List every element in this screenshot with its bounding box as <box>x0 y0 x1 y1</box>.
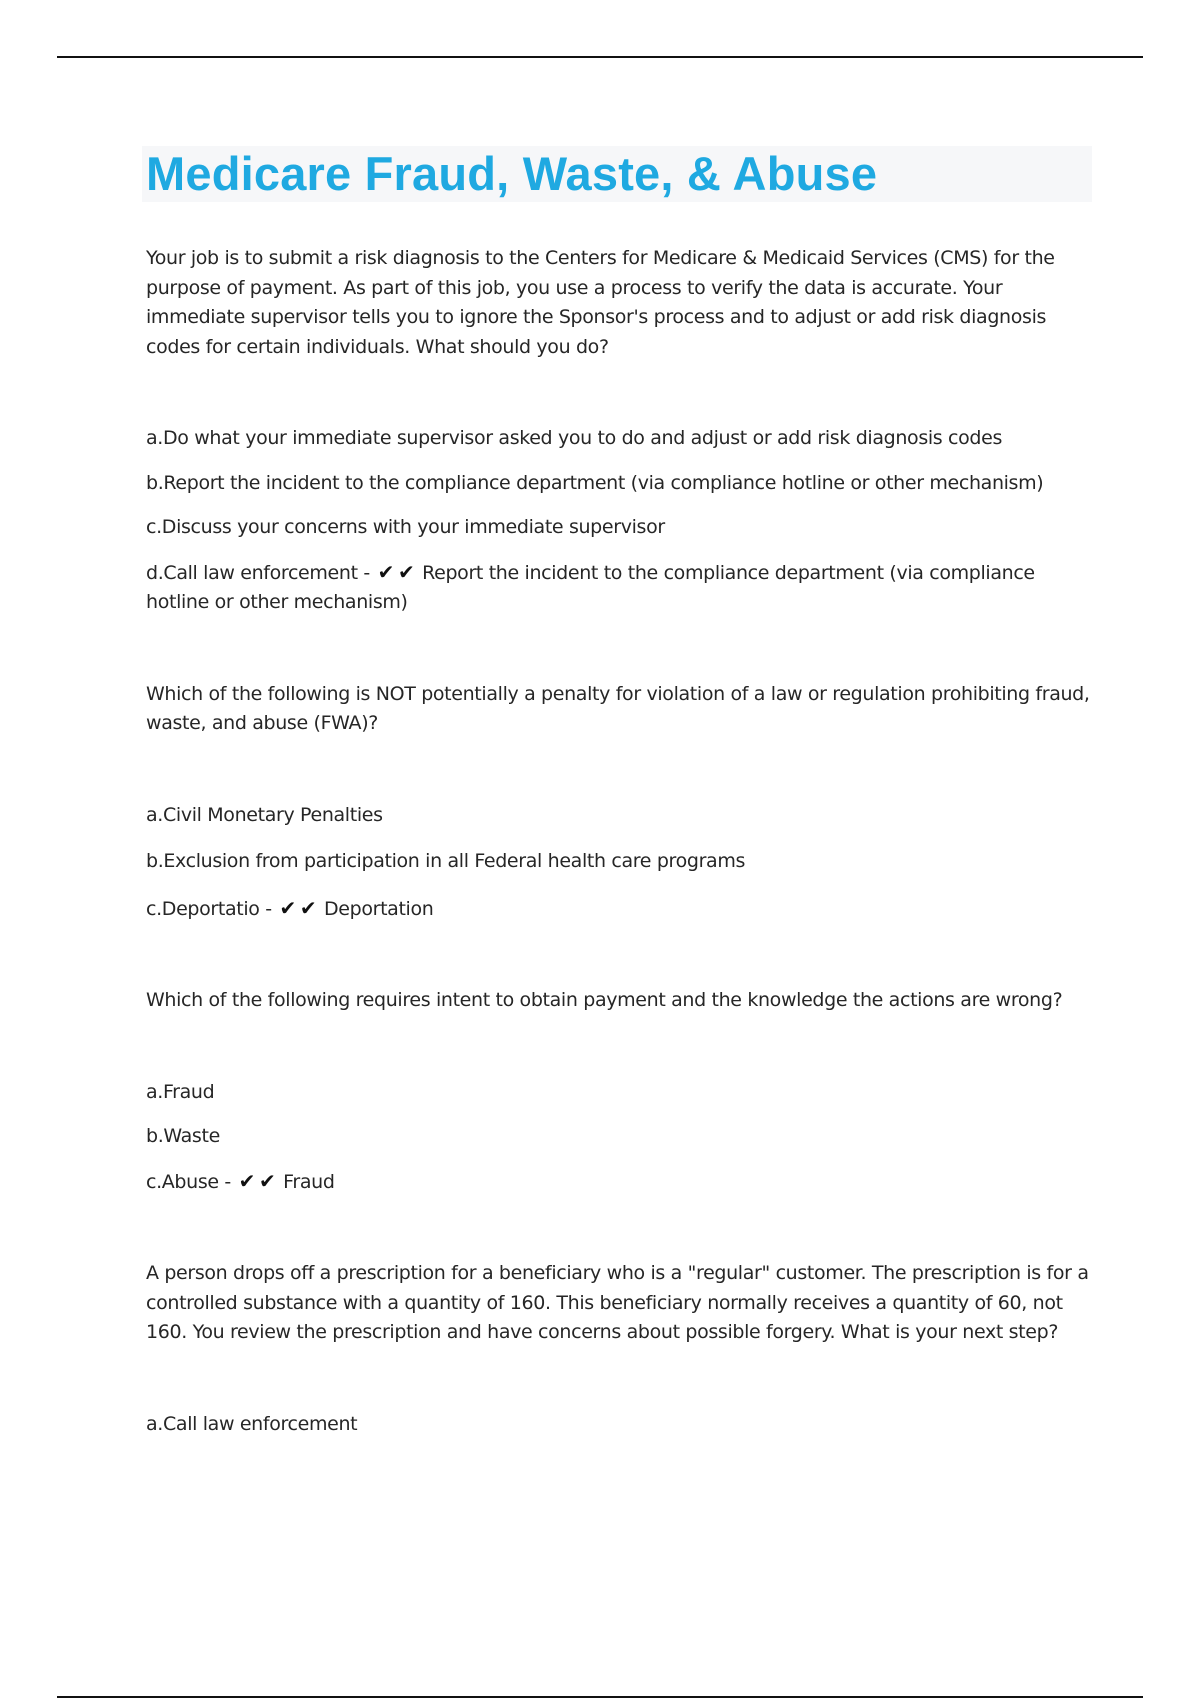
question-3-options <box>146 1078 1096 1198</box>
option-q1-a: a.Do what your immediate supervisor asked you to do and adjust or add risk diagnosis codes <box>146 427 1002 449</box>
option-q1-d <box>146 558 1096 618</box>
question-1-text: Your job is to submit a risk diagnosis to the Centers for Medicare & Medicaid Services (CMS) for the purpose of payment. As part of this job, you use a process to verify the data is accurate. Your immediate supervisor tells you to ignore the Sponsor's process and to adjust or add risk diagnosis codes for certain individuals. What should you do? <box>146 247 1055 358</box>
option-q2-c <box>146 894 1096 925</box>
check-icon: ✔ <box>259 1168 276 1193</box>
top-rule <box>57 56 1143 58</box>
check-icon: ✔ <box>398 559 415 584</box>
question-3-text: Which of the following requires intent to obtain payment and the knowledge the actions are wrong? <box>146 989 1063 1011</box>
check-icon: ✔ <box>238 1168 256 1193</box>
answer-q3: Fraud <box>283 1170 335 1193</box>
option-q3-c <box>146 1167 1096 1198</box>
check-icon: ✔ <box>299 895 317 920</box>
question-4-text: A person drops off a prescription for a beneficiary who is a "regular" customer. The prescription is for a controlled substance with a quantity of 160. This beneficiary normally receives a quantity of 60, not 160. You review the prescription and have concerns about possible forgery. What is your next step? <box>146 1262 1089 1343</box>
question-4-options <box>146 1410 1096 1440</box>
document-title: Medicare Fraud, Waste, & Abuse <box>146 147 878 200</box>
document-body <box>146 244 1096 1439</box>
option-q1-d-label: d.Call law enforcement - <box>146 561 370 584</box>
option-q2-c-label: c.Deportatio - <box>146 897 272 920</box>
answer-q2: Deportation <box>324 897 434 920</box>
answer-q1: Report the incident to the compliance department (via compliance hotline or other mechanism) <box>146 561 1035 613</box>
question-2-options <box>146 801 1096 925</box>
question-1-options <box>146 424 1096 618</box>
bottom-rule <box>57 1696 1143 1698</box>
option-q3-b: b.Waste <box>146 1125 220 1147</box>
question-2-text: Which of the following is NOT potentially a penalty for violation of a law or regulation prohibiting fraud, waste, and abuse (FWA)? <box>146 682 1090 734</box>
check-icon: ✔ <box>377 559 394 584</box>
option-q3-c-label: c.Abuse - <box>146 1170 231 1193</box>
option-q1-b: b.Report the incident to the compliance department (via compliance hotline or other mechanism) <box>146 471 1044 494</box>
option-q2-a: a.Civil Monetary Penalties <box>146 803 383 826</box>
option-q3-a: a.Fraud <box>146 1080 215 1103</box>
option-q2-b: b.Exclusion from participation in all Federal health care programs <box>146 850 746 872</box>
check-icon: ✔ <box>279 895 296 920</box>
option-q4-a: a.Call law enforcement <box>146 1412 358 1435</box>
option-q1-c: c.Discuss your concerns with your immediate supervisor <box>146 516 665 538</box>
